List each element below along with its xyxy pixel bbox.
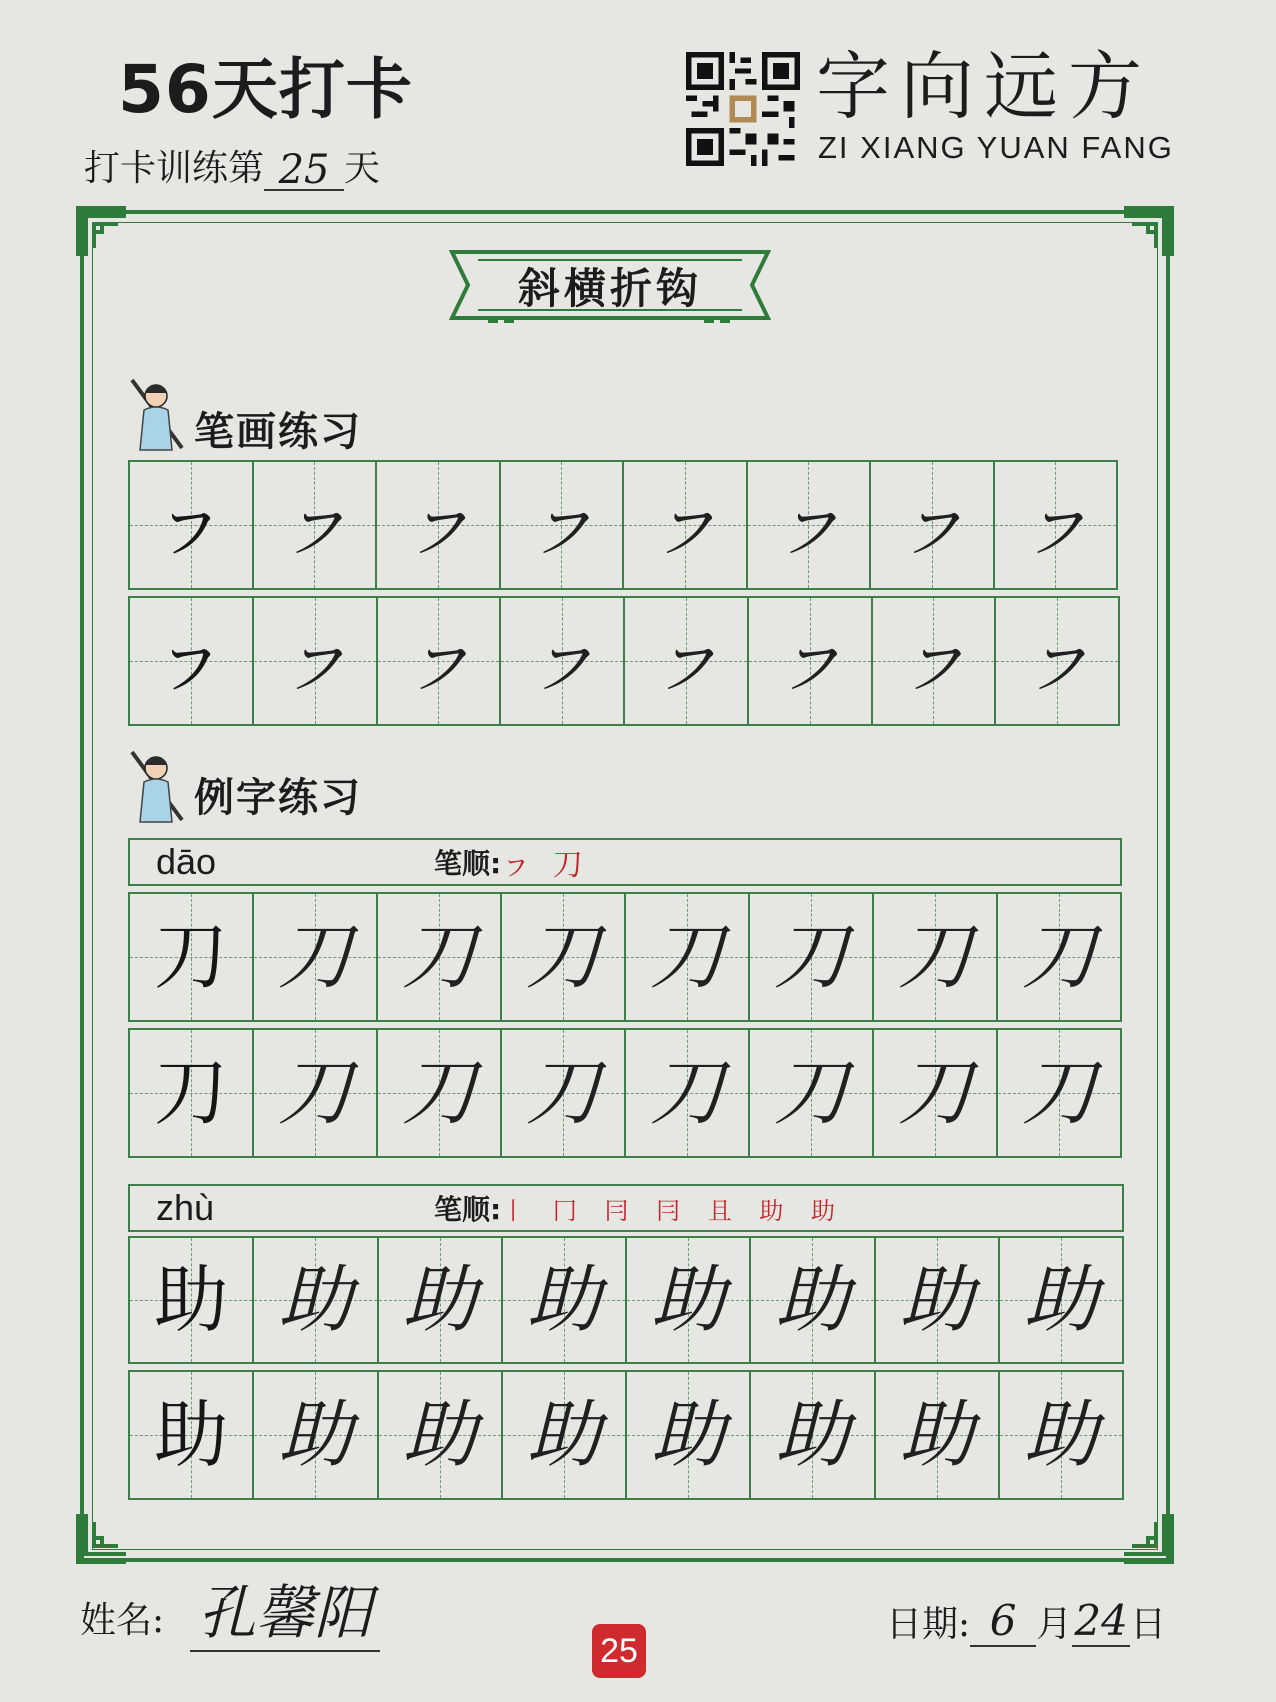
- name-label: 姓名:: [80, 1600, 165, 1641]
- practice-cell: [254, 462, 378, 588]
- handwritten-character: 助: [402, 1257, 477, 1343]
- practice-cell: [254, 598, 378, 724]
- handwritten-character: ㇷ: [1018, 482, 1093, 568]
- practice-grid-row: [128, 892, 1122, 1022]
- checkin-day-value: 25: [264, 151, 344, 191]
- handwritten-character: 助: [651, 1392, 726, 1478]
- stroke-order-sequence: ㇷ 刀: [501, 848, 589, 883]
- handwritten-character: ㇷ: [525, 618, 600, 704]
- practice-cell: [996, 598, 1118, 724]
- practice-cell: [995, 462, 1117, 588]
- practice-cell: [627, 1372, 751, 1498]
- handwritten-character: 刀: [898, 1050, 972, 1136]
- practice-grid-row: [128, 460, 1118, 590]
- handwritten-character: 助: [278, 1392, 353, 1478]
- practice-cell: [130, 462, 254, 588]
- practice-cell: [624, 462, 748, 588]
- practice-cell: [1000, 1372, 1122, 1498]
- practice-cell: [626, 894, 750, 1020]
- handwritten-character: 助: [651, 1257, 726, 1343]
- handwritten-character: ㇷ: [524, 482, 599, 568]
- practice-cell: [378, 894, 502, 1020]
- section-title-stroke: 笔画练习: [194, 409, 362, 455]
- handwritten-character: 刀: [278, 914, 352, 1000]
- brand-romanized: ZI XIANG YUAN FANG: [818, 130, 1174, 165]
- practice-cell: [874, 1030, 998, 1156]
- practice-grid-row: [128, 1370, 1124, 1500]
- scholar-figure-icon: [126, 376, 188, 454]
- qr-code-icon: [686, 52, 800, 166]
- practice-cell: [130, 894, 254, 1020]
- handwritten-character: ㇷ: [647, 482, 722, 568]
- date-month-value: 6: [970, 1596, 1036, 1647]
- date-day-value: 24: [1072, 1596, 1130, 1647]
- practice-cell: [130, 1372, 254, 1498]
- handwritten-character: 助: [1023, 1257, 1098, 1343]
- handwritten-character: 助: [402, 1392, 477, 1478]
- practice-cell: [130, 598, 254, 724]
- date-label: 日期:: [886, 1604, 971, 1645]
- date-month-label: 月: [1036, 1604, 1073, 1645]
- page-number-badge: 25: [592, 1624, 646, 1678]
- handwritten-character: 助: [278, 1257, 353, 1343]
- practice-cell: [626, 1030, 750, 1156]
- practice-cell: [254, 894, 378, 1020]
- practice-cell: [379, 1372, 503, 1498]
- page-title: 56天打卡: [118, 51, 413, 128]
- practice-cell: [501, 598, 625, 724]
- model-character: 刀: [154, 914, 228, 1000]
- handwritten-character: 刀: [1022, 914, 1096, 1000]
- stroke-order-label: 笔顺:: [434, 847, 502, 880]
- practice-cell: [503, 1372, 627, 1498]
- model-character: 助: [154, 1392, 229, 1478]
- handwritten-character: ㇷ: [771, 482, 846, 568]
- practice-grid-row: [128, 1028, 1122, 1158]
- handwritten-character: ㇷ: [1020, 618, 1095, 704]
- handwritten-character: ㇷ: [401, 618, 476, 704]
- checkin-suffix: 天: [344, 148, 381, 189]
- handwritten-character: 刀: [526, 1050, 600, 1136]
- practice-cell: [625, 598, 749, 724]
- handwritten-character: ㇷ: [772, 618, 847, 704]
- date-line: [886, 1596, 1166, 1647]
- practice-cell: [503, 1238, 627, 1362]
- handwritten-character: ㇷ: [896, 618, 971, 704]
- practice-cell: [379, 1238, 503, 1362]
- handwritten-character: ㇷ: [277, 482, 352, 568]
- handwritten-character: ㇷ: [277, 618, 352, 704]
- practice-cell: [130, 1030, 254, 1156]
- model-character: ㇷ: [153, 618, 228, 704]
- practice-cell: [627, 1238, 751, 1362]
- practice-cell: [876, 1372, 1000, 1498]
- handwritten-character: 刀: [1022, 1050, 1096, 1136]
- pinyin-label: dāo: [156, 841, 217, 882]
- practice-cell: [502, 894, 626, 1020]
- frame-corner-ornament: [1120, 1510, 1176, 1566]
- char-info-bar: [128, 838, 1122, 886]
- handwritten-character: 刀: [650, 914, 724, 1000]
- stroke-order-sequence: 丨 冂 冃 冃 且 助 助: [501, 1196, 845, 1225]
- handwritten-character: 助: [526, 1392, 601, 1478]
- pinyin-label: zhù: [156, 1187, 215, 1228]
- practice-cell: [873, 598, 997, 724]
- practice-grid-row: [128, 1236, 1124, 1364]
- practice-cell: [378, 598, 502, 724]
- checkin-day-line: [84, 140, 380, 191]
- frame-corner-ornament: [74, 1510, 130, 1566]
- practice-cell: [750, 1030, 874, 1156]
- handwritten-character: 助: [775, 1257, 850, 1343]
- handwritten-character: ㇷ: [648, 618, 723, 704]
- handwritten-character: 助: [1023, 1392, 1098, 1478]
- practice-cell: [749, 598, 873, 724]
- handwritten-character: ㇷ: [894, 482, 969, 568]
- practice-cell: [254, 1372, 378, 1498]
- handwritten-character: 刀: [898, 914, 972, 1000]
- practice-cell: [377, 462, 501, 588]
- handwritten-character: 刀: [526, 914, 600, 1000]
- practice-cell: [130, 1238, 254, 1362]
- frame-corner-ornament: [74, 204, 130, 260]
- handwritten-character: 刀: [278, 1050, 352, 1136]
- frame-corner-ornament: [1120, 204, 1176, 260]
- handwritten-character: 刀: [402, 914, 476, 1000]
- practice-cell: [998, 894, 1120, 1020]
- handwritten-character: 刀: [650, 1050, 724, 1136]
- practice-cell: [502, 1030, 626, 1156]
- name-value: 孔馨阳: [190, 1566, 380, 1652]
- model-character: 刀: [154, 1050, 228, 1136]
- handwritten-character: 助: [899, 1257, 974, 1343]
- handwritten-character: 刀: [774, 1050, 848, 1136]
- practice-cell: [876, 1238, 1000, 1362]
- char-info-bar: [128, 1184, 1124, 1232]
- practice-cell: [501, 462, 625, 588]
- practice-cell: [378, 1030, 502, 1156]
- handwritten-character: 助: [526, 1257, 601, 1343]
- checkin-prefix: 打卡训练第: [84, 148, 265, 189]
- practice-cell: [750, 894, 874, 1020]
- stroke-order-label: 笔顺:: [434, 1193, 502, 1226]
- handwritten-character: 刀: [402, 1050, 476, 1136]
- model-character: ㇷ: [153, 482, 228, 568]
- practice-cell: [871, 462, 995, 588]
- model-character: 助: [154, 1257, 229, 1343]
- section-title-example: 例字练习: [194, 775, 362, 821]
- practice-cell: [1000, 1238, 1122, 1362]
- handwritten-character: ㇷ: [400, 482, 475, 568]
- practice-cell: [748, 462, 872, 588]
- date-day-label: 日: [1130, 1604, 1167, 1645]
- practice-cell: [254, 1238, 378, 1362]
- practice-cell: [998, 1030, 1120, 1156]
- practice-cell: [254, 1030, 378, 1156]
- practice-grid-row: [128, 596, 1120, 726]
- handwritten-character: 助: [899, 1392, 974, 1478]
- handwritten-character: 助: [775, 1392, 850, 1478]
- stroke-name-title: 斜横折钩: [517, 264, 702, 313]
- handwritten-character: 刀: [774, 914, 848, 1000]
- practice-cell: [751, 1238, 875, 1362]
- practice-cell: [874, 894, 998, 1020]
- scholar-figure-icon: [126, 748, 188, 826]
- brand-logo-text: 字向远方: [816, 44, 1152, 130]
- practice-cell: [751, 1372, 875, 1498]
